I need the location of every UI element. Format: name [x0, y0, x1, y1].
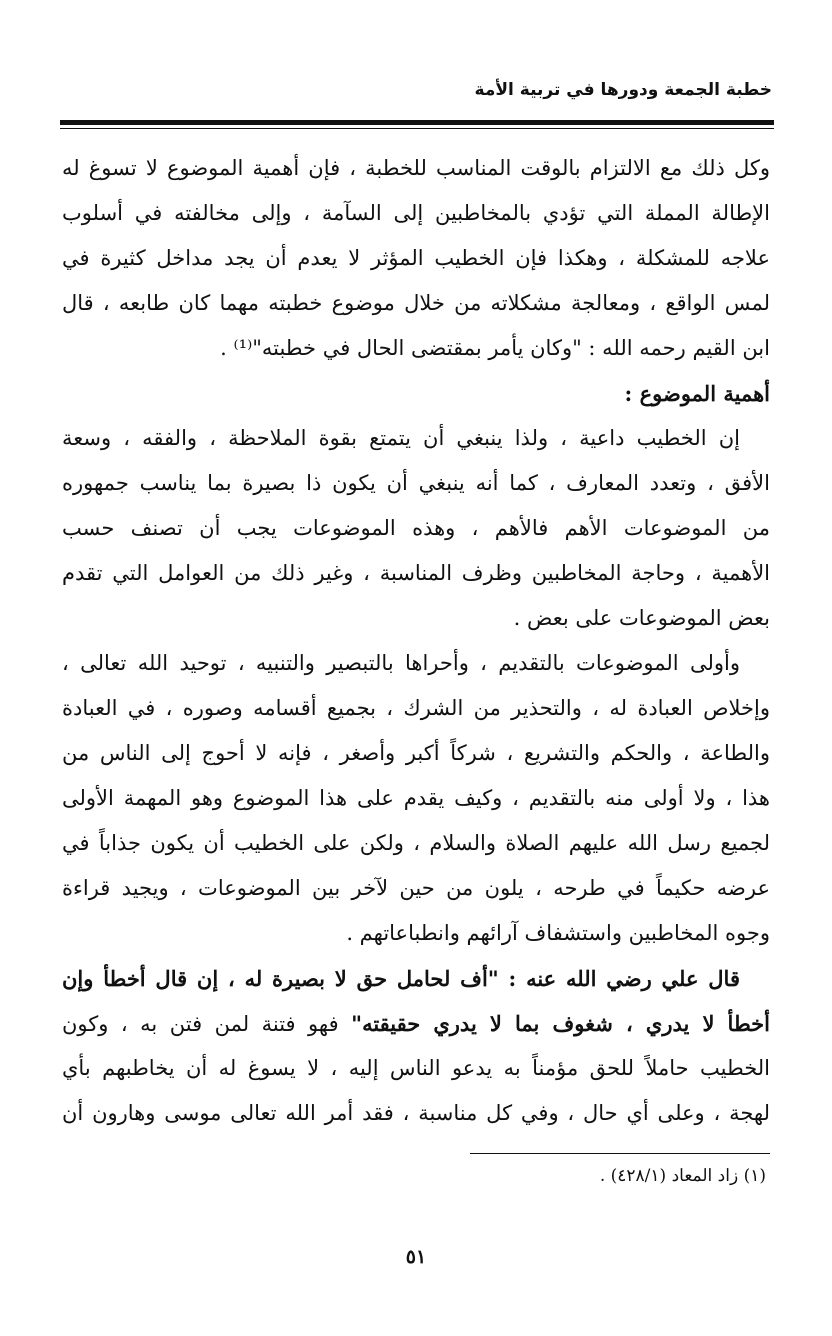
body-line: الأفق ، وتعدد المعارف ، كما أنه ينبغي أن يكون ذا بصيرة بما يناسب جمهوره	[62, 471, 770, 495]
page-number: ٥١	[405, 1246, 427, 1268]
body-line: وجوه المخاطبين واستشفاف آرائهم وانطباعاتهم .	[346, 921, 770, 945]
body-line: والطاعة ، والحكم والتشريع ، شركاً أكبر وأصغر ، فإنه لا أحوج إلى الناس من	[62, 741, 770, 765]
body-line: هذا ، ولا أولى منه بالتقديم ، وكيف يقدم على هذا الموضوع وهو المهمة الأولى	[62, 786, 770, 810]
body-line: ابن القيم رحمه الله : "وكان يأمر بمقتضى الحال في خطبته"⁽¹⁾ .	[220, 336, 770, 360]
body-line: عرضه حكيماً في طرحه ، يلون من حين لآخر بين الموضوعات ، ويجيد قراءة	[62, 876, 770, 900]
footnote-rule	[470, 1153, 770, 1154]
body-text	[62, 146, 770, 1136]
running-header: خطبة الجمعة ودورها في تربية الأمة	[474, 80, 772, 100]
body-line: وإخلاص العبادة له ، والتحذير من الشرك ، بجميع أقسامه وصوره ، في العبادة	[62, 696, 770, 720]
body-line: لجميع رسل الله عليهم الصلاة والسلام ، ولكن على الخطيب أن يكون جذاباً في	[62, 831, 770, 855]
body-line: الأهمية ، وحاجة المخاطبين وظرف المناسبة ، وغير ذلك من العوامل التي تقدم	[62, 561, 770, 585]
body-line: الإطالة المملة التي تؤدي بالمخاطبين إلى السآمة ، وإلى مخالفته في أسلوب	[62, 201, 770, 225]
body-line	[62, 1001, 770, 1046]
body-line: من الموضوعات الأهم فالأهم ، وهذه الموضوعات يجب أن تصنف حسب	[62, 516, 770, 540]
body-line: وكل ذلك مع الالتزام بالوقت المناسب للخطبة ، فإن أهمية الموضوع لا تسوغ له	[62, 156, 770, 180]
section-heading: أهمية الموضوع :	[624, 381, 770, 406]
body-line: لهجة ، وعلى أي حال ، وفي كل مناسبة ، فقد أمر الله تعالى موسى وهارون أن	[62, 1101, 770, 1125]
header-rule-thin	[60, 128, 774, 129]
quote-continuation: فهو فتنة لمن فتن به ، وكون	[62, 1012, 352, 1036]
body-line: الخطيب حاملاً للحق مؤمناً به يدعو الناس إليه ، لا يسوغ له أن يخاطبهم بأي	[62, 1056, 770, 1080]
header-rule-thick	[60, 120, 774, 125]
quote-line: قال علي رضي الله عنه : "أف لحامل حق لا بصيرة له ، إن قال أخطأ وإن	[62, 966, 740, 991]
body-line: إن الخطيب داعية ، ولذا ينبغي أن يتمتع بقوة الملاحظة ، والفقه ، وسعة	[62, 426, 740, 450]
body-line: لمس الواقع ، ومعالجة مشكلاته من خلال موضوع خطبته مهما كان طابعه ، قال	[62, 291, 770, 315]
body-line: وأولى الموضوعات بالتقديم ، وأحراها بالتبصير والتنبيه ، توحيد الله تعالى ،	[62, 651, 740, 675]
quote-bold-part: أخطأ لا يدري ، شغوف بما لا يدري حقيقته"	[351, 1011, 770, 1036]
body-line: علاجه للمشكلة ، وهكذا فإن الخطيب المؤثر لا يعدم أن يجد مداخل كثيرة في	[62, 246, 770, 270]
body-line: بعض الموضوعات على بعض .	[513, 606, 770, 630]
footnote: (١) زاد المعاد (٤٢٨/١) .	[599, 1166, 766, 1186]
